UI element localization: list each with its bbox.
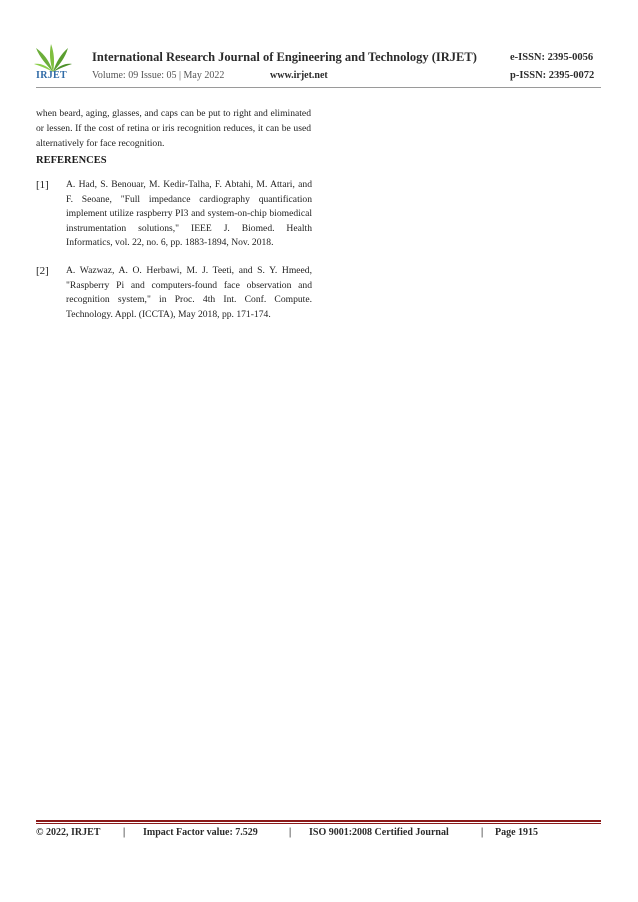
- footer-separator: |: [481, 827, 484, 838]
- reference-number: [1]: [36, 179, 49, 191]
- reference-text: A. Had, S. Benouar, M. Kedir-Talha, F. Abtahi, M. Attari, and F. Seoane, "Full impedance cardiography quantification implement utilize raspberry PI3 and system-on-chip biomedical instrumentation solutions," IEEE J. Biomed. Health Informatics, vol. 22, no. 6, pp. 1883-1894, Nov. 2018.: [66, 179, 312, 248]
- footer-rule-thin: [36, 823, 601, 824]
- journal-website-link[interactable]: www.irjet.net: [270, 70, 328, 81]
- page-header: [0, 0, 638, 90]
- footer-page-number: Page 1915: [495, 827, 539, 838]
- reference-number: [2]: [36, 265, 49, 277]
- logo-text: IRJET: [36, 70, 67, 81]
- volume-issue: Volume: 09 Issue: 05 | May 2022: [92, 70, 225, 81]
- e-issn: e-ISSN: 2395-0056: [510, 52, 594, 63]
- reference-item: [36, 264, 312, 322]
- footer-iso: ISO 9001:2008 Certified Journal: [309, 827, 449, 838]
- references-heading: REFERENCES: [36, 155, 107, 166]
- footer-separator: |: [289, 827, 292, 838]
- footer-separator: |: [123, 827, 126, 838]
- journal-title: International Research Journal of Engineering and Technology (IRJET): [92, 50, 477, 64]
- p-issn: p-ISSN: 2395-0072: [510, 70, 595, 81]
- footer-rule: [36, 820, 601, 822]
- body-paragraph: when beard, aging, glasses, and caps can be put to right and eliminated or lessen. If the cost of retina or iris recognition reduces, it can be used alternatively for face recognition.: [36, 108, 311, 149]
- reference-text: A. Wazwaz, A. O. Herbawi, M. J. Teeti, and S. Y. Hmeed, "Raspberry Pi and computers-found face observation and recognition system," in Proc. 4th Int. Conf. Compute. Technology. Appl. (ICCTA), May 2018, pp. 171-174.: [66, 265, 312, 320]
- footer-impact-factor: Impact Factor value: 7.529: [143, 827, 258, 838]
- footer-copyright: © 2022, IRJET: [36, 827, 101, 838]
- header-divider: [36, 87, 601, 88]
- reference-item: [36, 178, 312, 251]
